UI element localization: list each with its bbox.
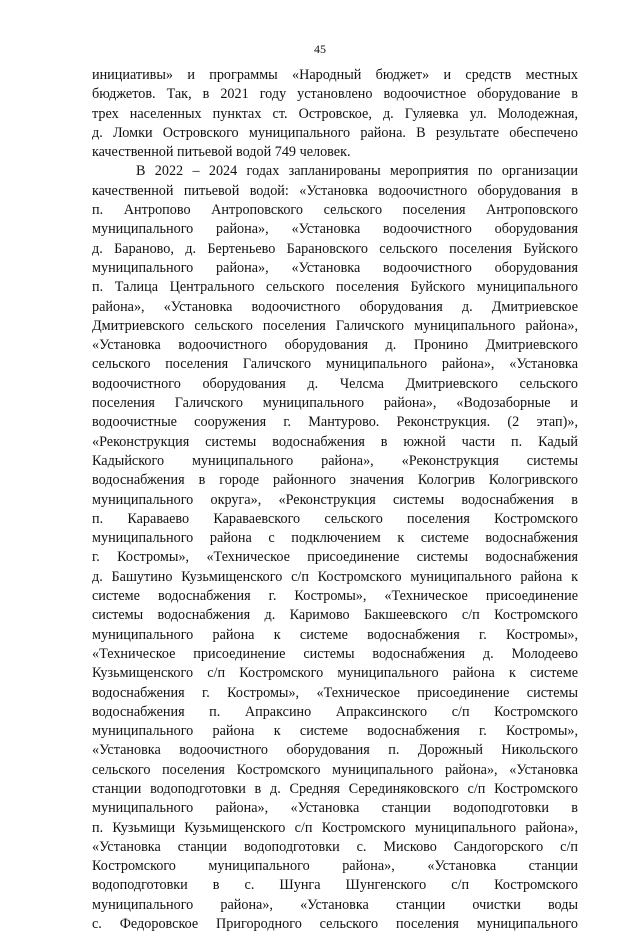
text-line: муниципального округа», «Реконструкция системы водоснабжения в xyxy=(92,491,578,508)
text-line: инициативы» и программы «Народный бюджет» и средств местных xyxy=(92,67,578,83)
text-line: системе водоснабжения г. Костромы», «Техническое присоединение xyxy=(92,588,578,605)
text-line: водоочистного оборудования д. Челсма Дмитриевского сельского xyxy=(92,375,578,392)
text-line: муниципального района», «Установка станции очистки воды xyxy=(92,896,578,913)
text-line: д. Ломки Островского муниципального района. В результате обеспечено xyxy=(92,124,578,141)
text-line: д. Башутино Кузьмищенского с/п Костромского муниципального района к xyxy=(92,568,578,585)
text-line: системы водоснабжения д. Каримово Бакшеевского с/п Костромского xyxy=(92,607,578,624)
text-line: Костромского муниципального района», «Установка станции xyxy=(92,858,578,875)
text-line: В 2022 – 2024 годах запланированы мероприятия по организации xyxy=(136,163,578,180)
text-line: с. Федоровское Пригородного сельского поселения муниципального xyxy=(92,916,578,933)
text-line: Кузьмищенского с/п Костромского муниципального района к системе xyxy=(92,665,578,682)
text-line: п. Талица Центрального сельского поселения Буйского муниципального xyxy=(92,279,578,296)
text-line: поселения Галичского муниципального района», «Водозаборные и xyxy=(92,395,578,412)
text-line: водоснабжения в городе районного значения Кологрив Кологривского xyxy=(92,472,578,489)
text-line: п. Кузьмищи Кузьмищенского с/п Костромского муниципального района», xyxy=(92,819,578,836)
text-line: «Установка водоочистного оборудования д. Пронино Дмитриевского xyxy=(92,337,578,354)
text-line: трех населенных пунктах ст. Островское, д. Гуляевка ул. Молодежная, xyxy=(92,105,578,122)
text-line: муниципального района», «Установка водоочистного оборудования xyxy=(92,259,578,276)
text-line: муниципального района», «Установка водоочистного оборудования xyxy=(92,221,578,238)
text-line: качественной питьевой водой: «Установка водоочистного оборудования в xyxy=(92,182,578,199)
text-line: г. Костромы», «Техническое присоединение системы водоснабжения xyxy=(92,549,578,566)
text-line: «Реконструкция системы водоснабжения в южной части п. Кадый xyxy=(92,433,578,450)
text-line: станции водоподготовки в д. Средняя Серединяковского с/п Костромского xyxy=(92,780,578,797)
text-line: сельского поселения Галичского муниципального района», «Установка xyxy=(92,356,578,373)
text-line: Дмитриевского сельского поселения Галичского муниципального района», xyxy=(92,317,578,334)
text-line: «Установка водоочистного оборудования п. Дорожный Никольского xyxy=(92,742,578,759)
text-line: бюджетов. Так, в 2021 году установлено водоочистное оборудование в xyxy=(92,86,578,103)
text-line: Кадыйского муниципального района», «Реконструкция системы xyxy=(92,452,578,469)
text-line: п. Караваево Караваевского сельского поселения Костромского xyxy=(92,510,578,527)
text-line: д. Бараново, д. Бертеньево Барановского сельского поселения Буйского xyxy=(92,240,578,257)
page-number: 45 xyxy=(314,42,326,56)
text-line: водоснабжения г. Костромы», «Техническое присоединение системы xyxy=(92,684,578,701)
text-line: качественной питьевой водой 749 человек. xyxy=(92,144,351,161)
body-text xyxy=(92,66,578,934)
text-line: водоочистные сооружения г. Мантурово. Реконструкция. (2 этап)», xyxy=(92,414,578,431)
text-line: района», «Установка водоочистного оборудования д. Дмитриевское xyxy=(92,298,578,315)
text-line: водоподготовки в с. Шунга Шунгенского с/п Костромского xyxy=(92,877,578,894)
text-line: «Установка станции водоподготовки с. Мисково Сандогорского с/п xyxy=(92,838,578,855)
text-line: водоснабжения п. Апраксино Апраксинского с/п Костромского xyxy=(92,703,578,720)
text-line: муниципального района», «Установка станции водоподготовки в xyxy=(92,800,578,817)
text-line: муниципального района к системе водоснабжения г. Костромы», xyxy=(92,626,578,643)
text-line: п. Антропово Антроповского сельского поселения Антроповского xyxy=(92,202,578,219)
text-line: «Техническое присоединение системы водоснабжения д. Молодеево xyxy=(92,645,578,662)
text-line: сельского поселения Костромского муниципального района», «Установка xyxy=(92,761,578,778)
text-line: муниципального района с подключением к системе водоснабжения xyxy=(92,530,578,547)
text-line: муниципального района к системе водоснабжения г. Костромы», xyxy=(92,723,578,740)
